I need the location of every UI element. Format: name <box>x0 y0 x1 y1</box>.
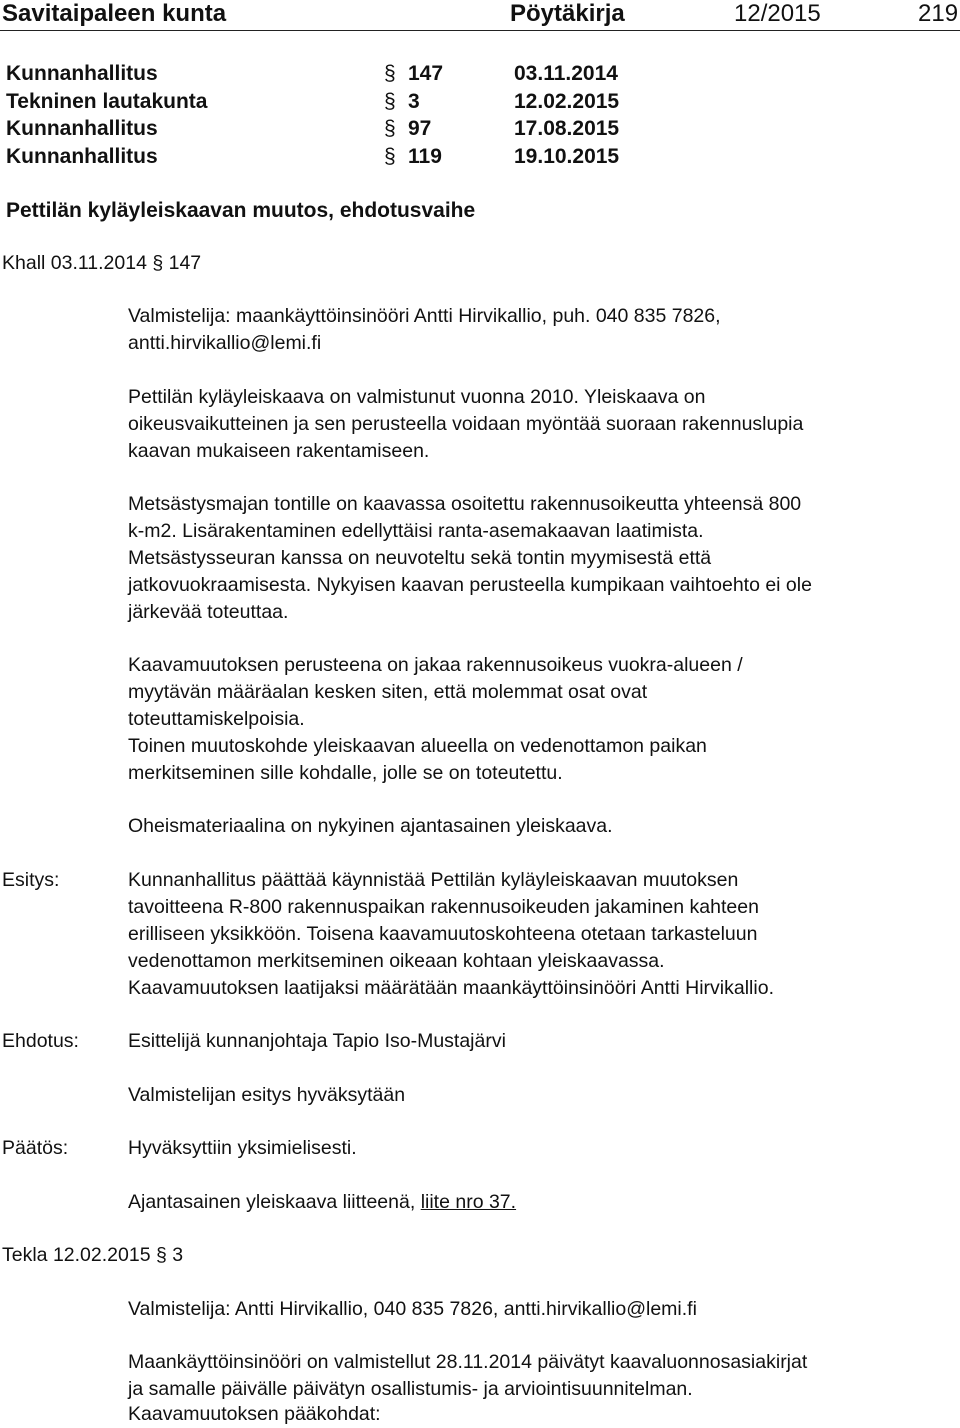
paragraph-line: jatkovuokraamisesta. Nykyisen kaavan perusteella kumpikaan vaihtoehto ei ole <box>128 574 812 596</box>
preparer-line: Valmistelija: maankäyttöinsinööri Antti Hirvikallio, puh. 040 835 7826, <box>128 305 721 327</box>
tekla-reference: Tekla 12.02.2015 § 3 <box>2 1244 184 1266</box>
history-body: Tekninen lautakunta <box>6 89 208 113</box>
history-section-number: 147 <box>408 62 444 85</box>
history-section-number: 97 <box>408 117 432 140</box>
history-date: 12.02.2015 <box>514 89 620 113</box>
history-section-number: 3 <box>408 89 420 113</box>
paragraph-line: järkevää toteuttaa. <box>128 601 289 623</box>
history-body: Kunnanhallitus <box>6 117 158 140</box>
paragraph-line: Toinen muutoskohde yleiskaavan alueella on vedenottamon paikan <box>128 735 707 757</box>
paragraph-line: Kaavamuutoksen perusteena on jakaa rakennusoikeus vuokra-alueen / <box>128 654 743 676</box>
preparer-email: antti.hirvikallio@lemi.fi <box>128 332 322 354</box>
document-number: 12/2015 <box>734 0 821 27</box>
proposal-line: vedenottamon merkitseminen oikeaan kohtaan yleiskaavassa. <box>128 950 665 972</box>
history-date: 19.10.2015 <box>514 144 620 168</box>
section-sign: § <box>384 62 396 85</box>
history-date: 17.08.2015 <box>514 117 620 140</box>
handling-history <box>6 60 706 170</box>
history-date: 03.11.2014 <box>514 62 618 85</box>
history-body: Kunnanhallitus <box>6 144 158 168</box>
section-sign: § <box>384 117 396 140</box>
document-type: Pöytäkirja <box>510 0 625 27</box>
proposal-presenter: Esittelijä kunnanjohtaja Tapio Iso-Mustajärvi <box>128 1030 506 1052</box>
paragraph-line: k-m2. Lisärakentaminen edellyttäisi ranta-asemakaavan laatimista. <box>128 520 704 542</box>
matter-title: Pettilän kyläyleiskaavan muutos, ehdotusvaihe <box>6 199 476 222</box>
attachment-line <box>128 1189 516 1216</box>
proposal-line: tavoitteena R-800 rakennuspaikan rakennusoikeuden jakaminen kahteen <box>128 896 759 918</box>
section-sign: § <box>384 144 396 168</box>
history-body: Kunnanhallitus <box>6 62 158 85</box>
paragraph-line: Maankäyttöinsinööri on valmistellut 28.11.2014 päivätyt kaavaluonnosasiakirjat <box>128 1351 808 1373</box>
proposal-line: erilliseen yksikköön. Toisena kaavamuutoskohteena otetaan tarkasteluun <box>128 923 758 945</box>
section-sign: § <box>384 89 396 113</box>
history-section-number: 119 <box>408 144 442 168</box>
khall-reference: Khall 03.11.2014 § 147 <box>2 252 202 274</box>
proposal-accepted: Valmistelijan esitys hyväksytään <box>128 1084 406 1106</box>
decision-text: Hyväksyttiin yksimielisesti. <box>128 1137 357 1159</box>
history-row <box>6 115 706 143</box>
history-row <box>6 60 706 88</box>
attachment-link[interactable]: liite nro 37. <box>420 1191 517 1213</box>
paragraph-line: ja samalle päivälle päivätyn osallistumis- ja arviointisuunnitelman. <box>128 1378 693 1400</box>
paragraph-line: merkitseminen sille kohdalle, jolle se on toteutettu. <box>128 762 563 784</box>
paragraph-line: Pettilän kyläyleiskaava on valmistunut vuonna 2010. Yleiskaava on <box>128 386 706 408</box>
paragraph-line: myytävän määräalan kesken siten, että molemmat osat ovat <box>128 681 648 703</box>
page-header <box>0 0 960 31</box>
history-row <box>6 88 706 116</box>
paragraph-line: Oheismateriaalina on nykyinen ajantasainen yleiskaava. <box>128 815 613 837</box>
esitys-label: Esitys: <box>2 869 60 891</box>
preparer-line: Valmistelija: Antti Hirvikallio, 040 835 7826, antti.hirvikallio@lemi.fi <box>128 1298 697 1320</box>
proposal-line: Kunnanhallitus päättää käynnistää Pettilän kyläyleiskaavan muutoksen <box>128 869 739 891</box>
paragraph-line: Metsästysmajan tontille on kaavassa osoitettu rakennusoikeutta yhteensä 800 <box>128 493 802 515</box>
municipality-name: Savitaipaleen kunta <box>2 0 227 27</box>
paragraph-line: toteuttamiskelpoisia. <box>128 708 305 730</box>
paragraph-line: kaavan mukaiseen rakentamiseen. <box>128 440 430 462</box>
paragraph-line: Metsästysseuran kanssa on neuvoteltu sekä tontin myymisestä että <box>128 547 712 569</box>
proposal-line: Kaavamuutoksen laatijaksi määrätään maankäyttöinsinööri Antti Hirvikallio. <box>128 977 774 999</box>
history-row <box>6 143 706 171</box>
paatos-label: Päätös: <box>2 1137 69 1159</box>
page-number: 219 <box>918 0 959 27</box>
attachment-text: Ajantasainen yleiskaava liitteenä, <box>128 1191 421 1213</box>
paragraph-line: Kaavamuutoksen pääkohdat: <box>128 1403 381 1425</box>
ehdotus-label: Ehdotus: <box>2 1030 79 1052</box>
paragraph-line: oikeusvaikutteinen ja sen perusteella voidaan myöntää suoraan rakennuslupia <box>128 413 804 435</box>
